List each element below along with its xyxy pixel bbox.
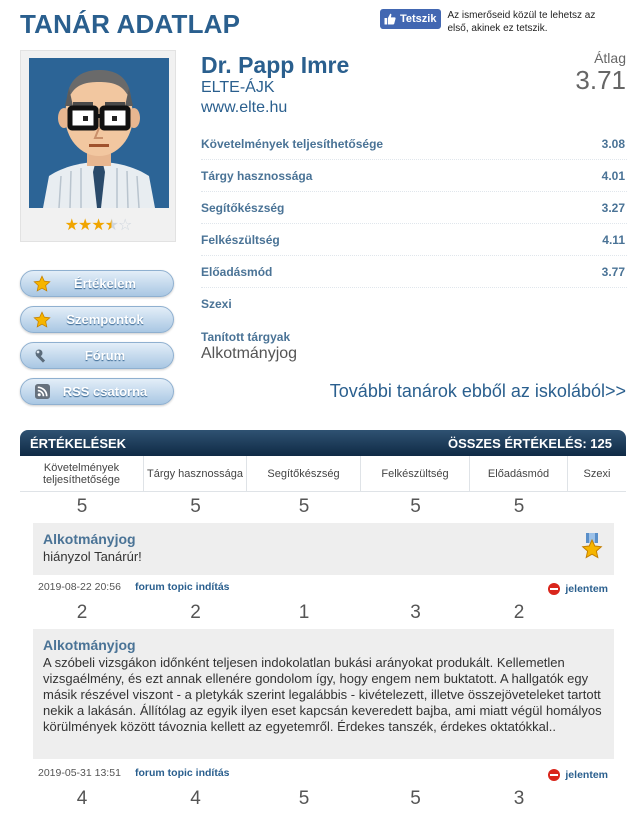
rate-button[interactable] [20, 270, 174, 297]
star-full-icon: ★ [91, 217, 105, 234]
criteria-value: 4.01 [601, 168, 625, 183]
score-cell: 5 [76, 496, 88, 517]
criteria-row [201, 224, 627, 256]
score-cell: 5 [513, 496, 525, 517]
thumbs-up-icon [384, 13, 396, 25]
more-teachers-link[interactable]: További tanárok ebből az iskolából>> [329, 381, 626, 401]
report-label: jelentem [565, 583, 608, 595]
report-label: jelentem [565, 769, 608, 781]
review-date: 2019-05-31 13:51 [38, 767, 121, 779]
score-cell: 5 [298, 788, 310, 809]
reviews-column-headers [20, 456, 626, 492]
criteria-name: Felkészültség [201, 232, 280, 247]
score-cell [568, 494, 626, 520]
forum-button[interactable] [20, 342, 174, 369]
rating-stars [21, 215, 175, 235]
criteria-name: Előadásmód [201, 264, 273, 279]
score-cell: 5 [410, 788, 421, 809]
average-label: Átlag [594, 50, 626, 66]
score-cell: 2 [513, 602, 525, 623]
teacher-school[interactable]: ELTE-ÁJK [201, 79, 275, 96]
forum-button-label: Fórum [84, 348, 126, 363]
criteria-row [201, 288, 627, 320]
star-full-icon: ★ [77, 217, 92, 234]
score-cell: 3 [513, 788, 525, 809]
star-empty-icon: ☆ [118, 217, 132, 234]
star-icon [31, 309, 53, 331]
score-cell: 4 [190, 788, 201, 809]
review-text: hiányzol Tanárúr! [43, 549, 142, 564]
wrench-icon [31, 345, 53, 367]
score-cell: 5 [298, 496, 310, 517]
facebook-like-text: Az ismerőseid közül te lehetsz az első, akinek ez tetszik. [447, 10, 596, 34]
review-meta [38, 767, 608, 781]
score-cell: 3 [410, 602, 421, 623]
criteria-name: Követelmények teljesíthetősége [201, 136, 384, 151]
score-cell: 2 [76, 602, 88, 623]
taught-subject[interactable]: Alkotmányjog [201, 345, 298, 362]
teacher-name: Dr. Papp Imre [201, 52, 350, 78]
stop-icon [548, 583, 560, 595]
review-scores [20, 786, 626, 812]
reviews-header [20, 430, 626, 456]
criteria-name: Tárgy hasznossága [201, 168, 313, 183]
criteria-value: 3.08 [601, 136, 625, 151]
facebook-like-label: Tetszik [400, 13, 437, 25]
score-cell [568, 786, 626, 812]
criteria-button[interactable] [20, 306, 174, 333]
page-title: TANÁR ADATLAP [20, 9, 241, 39]
rss-button[interactable] [20, 378, 174, 405]
score-cell: 2 [190, 602, 201, 623]
reviews-title: ÉRTÉKELÉSEK [30, 435, 127, 451]
teacher-avatar-card [20, 50, 176, 242]
reviews-total: ÖSSZES ÉRTÉKELÉS: 125 [448, 435, 612, 451]
taught-subjects-label: Tanított tárgyak [201, 330, 291, 344]
review-subject: Alkotmányjog [43, 637, 136, 653]
teacher-website[interactable]: www.elte.hu [201, 99, 288, 116]
facebook-like-widget [380, 9, 617, 35]
criteria-row [201, 256, 627, 288]
score-cell: 4 [76, 788, 88, 809]
review-comment [33, 629, 614, 759]
star-badge-icon [580, 533, 604, 563]
score-cell [568, 600, 626, 626]
review-scores [20, 494, 626, 520]
star-half-icon: ★ [104, 217, 119, 234]
score-cell: 1 [298, 602, 310, 623]
stop-icon [548, 769, 560, 781]
criteria-list [201, 128, 627, 320]
criteria-row [201, 160, 627, 192]
star-full-icon: ★ [64, 217, 78, 234]
rss-button-label: RSS csatorna [62, 384, 148, 399]
column-header: Segítőkészség [247, 456, 361, 491]
column-header: Felkészültség [361, 456, 470, 491]
rate-button-label: Értékelem [73, 276, 137, 291]
review-subject: Alkotmányjog [43, 531, 136, 547]
criteria-name: Szexi [201, 297, 232, 311]
criteria-value: 3.27 [601, 200, 625, 215]
forum-topic-link[interactable]: forum topic indítás [135, 767, 230, 779]
teacher-avatar [29, 58, 169, 208]
review-comment [33, 523, 614, 575]
review-date: 2019-08-22 20:56 [38, 581, 121, 593]
star-icon [31, 273, 53, 295]
criteria-value: 4.11 [602, 232, 625, 247]
score-cell: 5 [410, 496, 421, 517]
column-header: Szexi [583, 467, 611, 480]
forum-topic-link[interactable]: forum topic indítás [135, 581, 230, 593]
report-link[interactable] [548, 769, 608, 781]
facebook-like-button[interactable] [380, 9, 441, 29]
column-header: Követelmények teljesíthetősége [20, 456, 144, 491]
criteria-row [201, 192, 627, 224]
criteria-button-label: Szempontok [66, 312, 144, 327]
report-link[interactable] [548, 583, 608, 595]
column-header: Tárgy hasznossága [144, 456, 247, 491]
criteria-name: Segítőkészség [201, 200, 285, 215]
average-value: 3.71 [575, 65, 626, 95]
review-meta [38, 581, 608, 595]
review-text: A szóbeli vizsgákon időnként teljesen indokolatlan bukási arányokat produkált. Kellemetlen vizsgaélmény, és ezt annak ellenére gondolom így, hogy engem nem buktatott. A hallgatók egy másik részével viszont - a pletykák szerint legalábbis - kivételezett, illetve összejöveteleket tartott nekik a lakásán. Állítólag az egyik ilyen eset kapcsán keveredett bajba, ami miatt végül homályos körülmények között távoznia kellett az egyetemről. Érdekes tanszék, érdekes oktatókkal.. [43, 655, 602, 734]
review-scores [20, 600, 626, 626]
criteria-row [201, 128, 627, 160]
rss-icon [31, 381, 53, 403]
column-header: Előadásmód [470, 456, 568, 491]
criteria-value: 3.77 [601, 264, 625, 279]
score-cell: 5 [190, 496, 201, 517]
